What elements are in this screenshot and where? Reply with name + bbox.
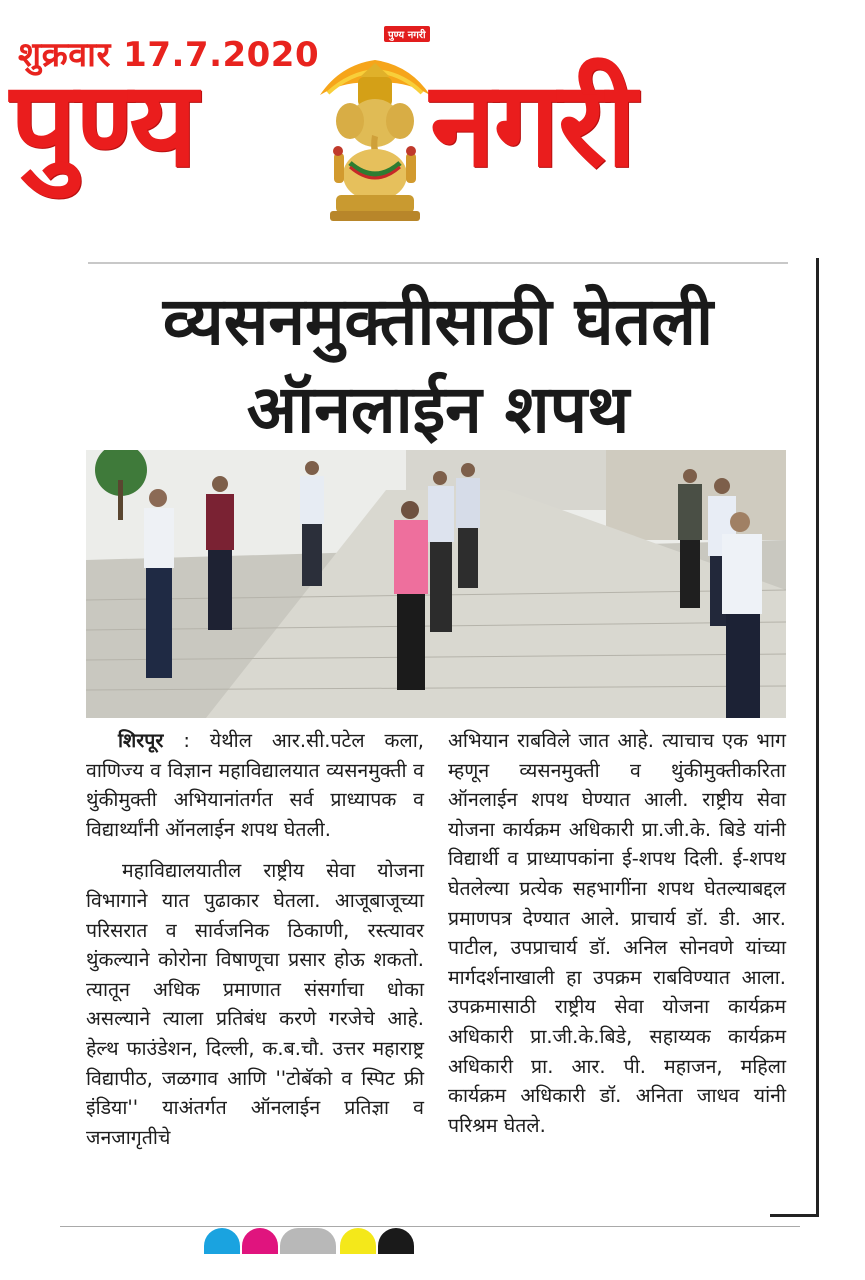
article-column-2 [448, 726, 786, 1140]
paragraph-2: महाविद्यालयातील राष्ट्रीय सेवा योजना विभागाने यात पुढाकार घेतला. आजूबाजूच्या परिसरात व सार्वजनिक ठिकाणी, रस्त्यावर थुंकल्याने कोरोना विषाणूचा प्रसार होऊ शकतो. त्यातून अधिक प्रमाणात संसर्गाचा धोका असल्याने त्याला प्रतिबंध करणे गरजेचे आहे. हेल्थ फाउंडेशन, दिल्ली, क.ब.चौ. उत्तर महाराष्ट्र विद्यापीठ, जळगाव आणि ''टोबॅको व स्पिट फ्री इंडिया'' याअंतर्गत ऑनलाईन प्रतिज्ञा व जनजागृतीचे [86, 859, 424, 1149]
article-column-1 [86, 726, 424, 1152]
headline-line-2: ऑनलाईन शपथ [246, 371, 630, 448]
color-mark-gray [280, 1228, 336, 1254]
color-mark-magenta [242, 1228, 278, 1254]
small-brand-logo: पुण्य नगरी [384, 26, 430, 42]
headline-line-1: व्यसनमुक्तीसाठी घेतली [162, 283, 714, 360]
header-divider [88, 262, 788, 264]
article-photo [86, 450, 786, 718]
article-frame-border [816, 258, 819, 1216]
dateline-separator: : [163, 729, 210, 752]
issue-date: शुक्रवार 17.7.2020 [18, 35, 320, 75]
paragraph-3: अभियान राबविले जात आहे. त्याचाच एक भाग म्हणून व्यसनमुक्ती व थुंकीमुक्तीकरिता ऑनलाईन शपथ घेण्यात आली. राष्ट्रीय सेवा योजना कार्यक्रम अधिकारी प्रा.जी.के. बिडे यांनी विद्यार्थी व प्राध्यापकांना ई-शपथ दिली. ई-शपथ घेतलेल्या प्रत्येक सहभागींना शपथ घेतल्याबद्दल प्रमाणपत्र देण्यात आले. प्राचार्य डॉ. डी. आर. पाटील, उपप्राचार्य डॉ. अनिल सोनवणे यांच्या मार्गदर्शनाखाली हा उपक्रम राबविण्यात आला. उपक्रमासाठी राष्ट्रीय सेवा योजना कार्यक्रम अधिकारी प्रा.जी.के.बिडे, सहाय्यक कार्यक्रम अधिकारी प्रा. आर. पी. महाजन, महिला कार्यक्रम अधिकारी डॉ. अनिता जाधव यांनी परिश्रम घेतले. [448, 729, 786, 1137]
dateline: शिरपूर [118, 729, 164, 752]
ganesha-emblem-icon [310, 55, 440, 225]
photo-person [144, 489, 174, 678]
color-mark-yellow [340, 1228, 376, 1254]
masthead-word-left: पुण्य [10, 55, 196, 193]
article-body [86, 726, 786, 1216]
color-mark-black [378, 1228, 414, 1254]
article-headline [90, 278, 786, 454]
color-mark-cyan [204, 1228, 240, 1254]
masthead [10, 55, 830, 255]
paragraph-1: येथील आर.सी.पटेल कला, वाणिज्य व विज्ञान महाविद्यालयात व्यसनमुक्ती व थुंकीमुक्ती अभियानांतर्गत सर्व प्राध्यापक व विद्यार्थ्यांनी ऑनलाईन शपथ घेतली. [86, 729, 425, 841]
masthead-word-right: नगरी [430, 55, 635, 193]
footer-divider [60, 1226, 800, 1227]
